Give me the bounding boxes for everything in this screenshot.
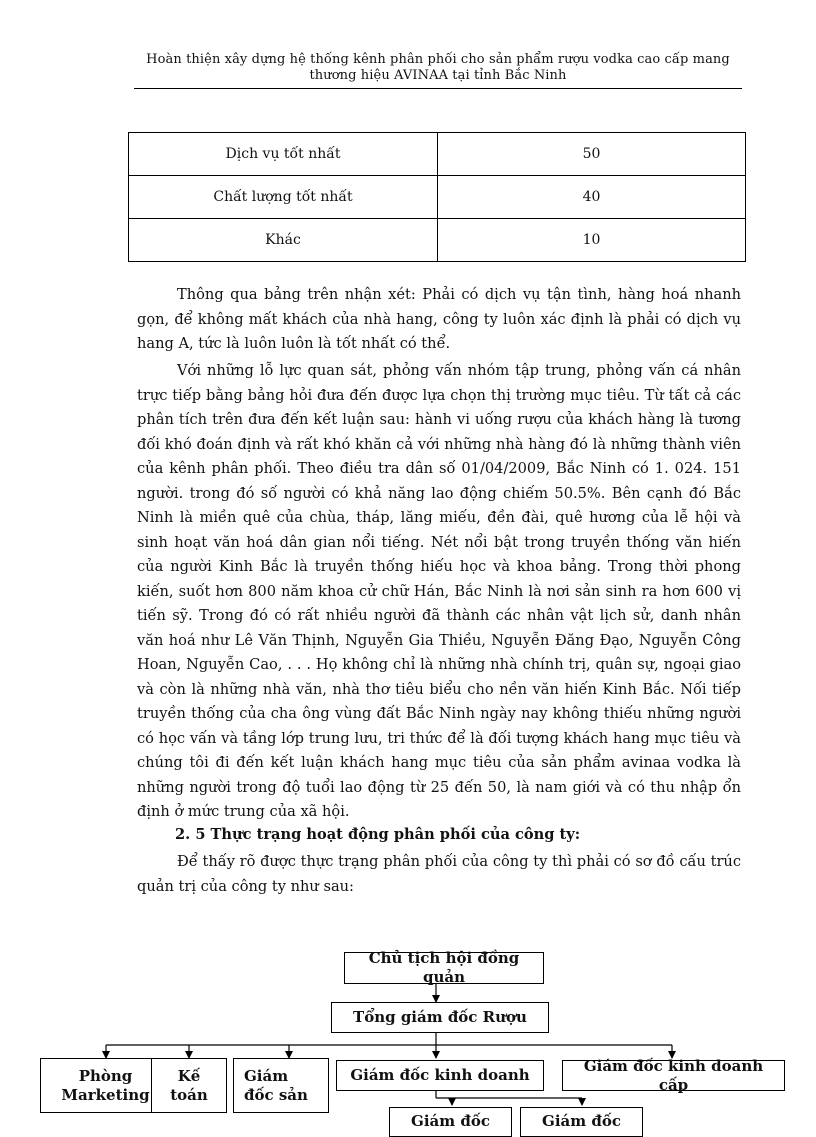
paragraph-3-text: Để thấy rõ được thực trạng phân phối của công ty thì phải có sơ đồ cấu trúc quản trị của công ty như sau: (137, 853, 741, 895)
org-box-sub-director-1: Giám đốc (389, 1107, 512, 1137)
org-box-production: Giám đốc sản (233, 1058, 329, 1113)
table-cell-label: Dịch vụ tốt nhất (129, 133, 438, 176)
table-cell-value: 10 (438, 219, 746, 262)
header-line-2: thương hiệu AVINAA tại tỉnh Bắc Ninh (309, 68, 567, 83)
org-box-marketing: Phòng Marketing (40, 1058, 171, 1113)
table-cell-label: Khác (129, 219, 438, 262)
org-box-accounting: Kế toán (151, 1058, 227, 1113)
org-box-sub-director-2: Giám đốc (520, 1107, 643, 1137)
table-cell-value: 50 (438, 133, 746, 176)
paragraph-2-text: Với những lỗ lực quan sát, phỏng vấn nhóm tập trung, phỏng vấn cá nhân trực tiếp bằng bảng hỏi đưa đến được lựa chọn thị trường mục tiêu. Từ tất cả các phân tích trên đưa đến kết luận sau: hành vi uống rượu của khách hàng là tương đối khó đoán định và rất khó khăn cả với những nhà hàng đó là những thành viên của kênh phân phối. Theo điều tra dân số 01/04/2009, Bắc Ninh có 1. 024. 151 người. trong đó số người có khả năng lao động chiếm 50.5%. Bên cạnh đó Bắc Ninh là miền quê của chùa, tháp, lăng miếu, đền đài, quê hương của lễ hội và sinh hoạt văn hoá dân gian nổi tiếng. Nét nổi bật trong truyền thống văn hiến của người Kinh Bắc là truyền thống hiếu học và khoa bảng. Trong thời phong kiến, suốt hơn 800 năm khoa cử chữ Hán, Bắc Ninh là nơi sản sinh ra hơn 600 vị tiến sỹ. Trong đó có rất nhiều người đã thành các nhân vật lịch sử, danh nhân văn hoá như Lê Văn Thịnh, Nguyễn Gia Thiều, Nguyễn Đăng Đạo, Nguyễn Công Hoan, Nguyễn Cao, . . . Họ không chỉ là những nhà chính trị, quân sự, ngoại giao và còn là những nhà văn, nhà thơ tiêu biểu cho nền văn hiến Kinh Bắc. Nối tiếp truyền thống của cha ông vùng đất Bắc Ninh ngày nay không thiếu những người có học vấn và tầng lớp trung lưu, tri thức để là đối tượng khách hang mục tiêu và chúng tôi đi đến kết luận khách hang mục tiêu của sản phẩm avinaa vodka là những người trong độ tuổi lao động từ 25 đến 50, là nam giới và có thu nhập ổn định ở mức trung của xã hội. (137, 362, 741, 820)
org-box-chairman: Chủ tịch hội đồng quản (344, 952, 544, 984)
table-cell-label: Chất lượng tốt nhất (129, 176, 438, 219)
org-box-sales-director: Giám đốc kinh doanh (336, 1060, 544, 1091)
header-line-1: Hoàn thiện xây dựng hệ thống kênh phân phối cho sản phẩm rượu vodka cao cấp mang (146, 52, 730, 67)
table-cell-value: 40 (438, 176, 746, 219)
paragraph-1-text: Thông qua bảng trên nhận xét: Phải có dịch vụ tận tình, hàng hoá nhanh gọn, để không mất khách của nhà hang, công ty luôn xác định là phải có dịch vụ hang A, tức là luôn luôn là tốt nhất có thể. (137, 286, 741, 352)
section-title: 2. 5 Thực trạng hoạt động phân phối của công ty: (175, 826, 581, 843)
org-box-sales-director-2: Giám đốc kinh doanh cấp (562, 1060, 785, 1091)
org-box-ceo: Tổng giám đốc Rượu (331, 1002, 549, 1033)
